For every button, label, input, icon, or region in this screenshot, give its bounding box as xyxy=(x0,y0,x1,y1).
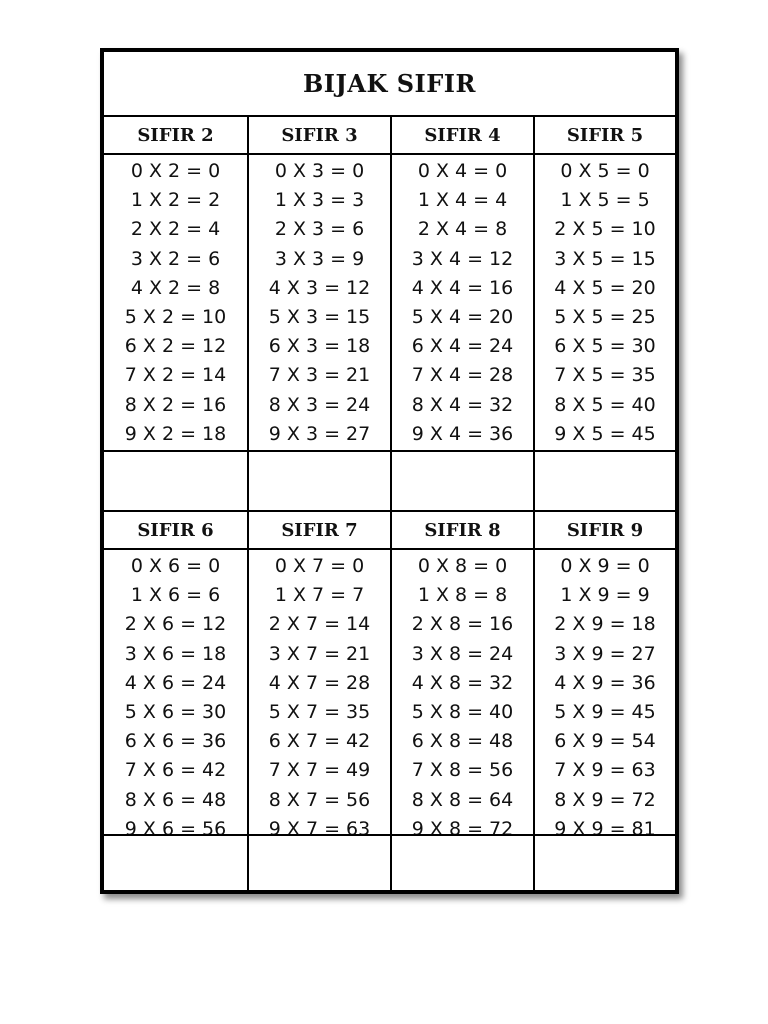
times-table-column xyxy=(104,117,247,510)
times-table-row: 0 X 2 = 0 xyxy=(130,160,221,182)
times-table-row: 1 X 8 = 8 xyxy=(417,584,508,607)
times-table-row: 1 X 7 = 7 xyxy=(274,584,365,607)
times-table-column xyxy=(533,512,675,890)
times-table-row: 4 X 8 = 32 xyxy=(411,671,514,694)
times-table-row: 2 X 9 = 18 xyxy=(554,613,656,636)
times-table-row: 0 X 5 = 0 xyxy=(560,160,650,182)
empty-cell xyxy=(104,834,247,894)
times-table-row: 4 X 7 = 28 xyxy=(268,671,371,694)
times-table-row: 7 X 8 = 56 xyxy=(411,759,514,782)
times-table-row: 2 X 5 = 10 xyxy=(554,218,656,241)
times-table-heading: SIFIR 9 xyxy=(535,512,675,550)
times-table-column xyxy=(247,117,390,510)
times-table-row: 4 X 5 = 20 xyxy=(554,276,656,299)
times-table-row: 3 X 8 = 24 xyxy=(411,642,514,665)
times-table-rows xyxy=(535,155,675,449)
tables-block-top xyxy=(104,117,675,510)
times-table-heading: SIFIR 4 xyxy=(392,117,533,155)
times-table-row: 2 X 8 = 16 xyxy=(411,613,514,636)
times-table-row: 8 X 7 = 56 xyxy=(268,788,371,811)
times-table-heading: SIFIR 5 xyxy=(535,117,675,155)
empty-cell xyxy=(249,450,390,512)
times-table-column xyxy=(533,117,675,510)
times-table-rows xyxy=(249,155,390,449)
empty-cell xyxy=(535,450,675,512)
times-table-rows xyxy=(392,155,533,449)
times-table-row: 0 X 9 = 0 xyxy=(560,555,650,577)
times-table-row: 6 X 8 = 48 xyxy=(411,730,514,753)
times-table-row: 8 X 9 = 72 xyxy=(554,788,656,811)
times-table-row: 9 X 7 = 63 xyxy=(268,817,371,840)
times-table-row: 3 X 7 = 21 xyxy=(268,642,371,665)
times-table-row: 9 X 4 = 36 xyxy=(411,422,514,445)
times-table-row: 5 X 9 = 45 xyxy=(554,700,656,723)
title-row xyxy=(104,52,675,117)
times-table-rows xyxy=(104,550,247,844)
times-table-row: 5 X 5 = 25 xyxy=(554,305,656,328)
times-table-row: 9 X 2 = 18 xyxy=(124,422,227,445)
times-table-row: 6 X 5 = 30 xyxy=(554,335,656,358)
times-table-row: 6 X 2 = 12 xyxy=(124,335,227,358)
times-table-row: 8 X 5 = 40 xyxy=(554,393,656,416)
times-table-row: 8 X 6 = 48 xyxy=(124,788,227,811)
times-table-rows xyxy=(392,550,533,844)
times-table-column xyxy=(390,512,533,890)
times-table-row: 7 X 7 = 49 xyxy=(268,759,371,782)
times-table-row: 0 X 7 = 0 xyxy=(274,555,365,577)
times-table-row: 4 X 6 = 24 xyxy=(124,671,227,694)
times-table-rows xyxy=(249,550,390,844)
times-table-row: 5 X 2 = 10 xyxy=(124,305,227,328)
times-table-row: 7 X 6 = 42 xyxy=(124,759,227,782)
times-table-row: 8 X 4 = 32 xyxy=(411,393,514,416)
empty-cell xyxy=(392,450,533,512)
empty-cell xyxy=(104,450,247,512)
times-table-row: 8 X 2 = 16 xyxy=(124,393,227,416)
times-table-row: 2 X 2 = 4 xyxy=(130,218,221,241)
times-table-heading: SIFIR 8 xyxy=(392,512,533,550)
times-table-row: 2 X 7 = 14 xyxy=(268,613,371,636)
times-table-row: 5 X 4 = 20 xyxy=(411,305,514,328)
times-table-row: 4 X 2 = 8 xyxy=(130,276,221,299)
times-table-row: 1 X 2 = 2 xyxy=(130,189,221,212)
empty-cell xyxy=(249,834,390,894)
times-table-row: 1 X 3 = 3 xyxy=(274,189,365,212)
multiplication-sheet xyxy=(100,48,679,894)
times-table-rows xyxy=(104,155,247,449)
times-table-heading: SIFIR 2 xyxy=(104,117,247,155)
times-table-heading: SIFIR 6 xyxy=(104,512,247,550)
empty-cell xyxy=(535,834,675,894)
times-table-row: 5 X 8 = 40 xyxy=(411,700,514,723)
times-table-row: 4 X 4 = 16 xyxy=(411,276,514,299)
tables-block-bottom xyxy=(104,510,675,890)
times-table-row: 7 X 2 = 14 xyxy=(124,364,227,387)
times-table-row: 3 X 6 = 18 xyxy=(124,642,227,665)
times-table-row: 3 X 3 = 9 xyxy=(274,247,365,270)
times-table-row: 7 X 5 = 35 xyxy=(554,364,656,387)
times-table-row: 8 X 8 = 64 xyxy=(411,788,514,811)
times-table-row: 1 X 9 = 9 xyxy=(560,584,650,607)
times-table-column xyxy=(104,512,247,890)
times-table-row: 1 X 5 = 5 xyxy=(560,189,650,212)
times-table-row: 7 X 4 = 28 xyxy=(411,364,514,387)
times-table-row: 1 X 6 = 6 xyxy=(130,584,221,607)
times-table-row: 2 X 6 = 12 xyxy=(124,613,227,636)
times-table-row: 7 X 3 = 21 xyxy=(268,364,371,387)
times-table-row: 9 X 8 = 72 xyxy=(411,817,514,840)
empty-cell xyxy=(392,834,533,894)
times-table-row: 3 X 4 = 12 xyxy=(411,247,514,270)
times-table-row: 4 X 9 = 36 xyxy=(554,671,656,694)
times-table-row: 8 X 3 = 24 xyxy=(268,393,371,416)
times-table-row: 0 X 4 = 0 xyxy=(417,160,508,182)
times-table-row: 4 X 3 = 12 xyxy=(268,276,371,299)
times-table-row: 2 X 3 = 6 xyxy=(274,218,365,241)
times-table-row: 9 X 5 = 45 xyxy=(554,422,656,445)
times-table-row: 1 X 4 = 4 xyxy=(417,189,508,212)
times-table-rows xyxy=(535,550,675,844)
times-table-heading: SIFIR 7 xyxy=(249,512,390,550)
times-table-row: 9 X 3 = 27 xyxy=(268,422,371,445)
times-table-row: 0 X 6 = 0 xyxy=(130,555,221,577)
times-table-row: 2 X 4 = 8 xyxy=(417,218,508,241)
times-table-row: 6 X 4 = 24 xyxy=(411,335,514,358)
times-table-row: 5 X 7 = 35 xyxy=(268,700,371,723)
times-table-row: 9 X 9 = 81 xyxy=(554,817,656,840)
times-table-row: 6 X 7 = 42 xyxy=(268,730,371,753)
times-table-column xyxy=(390,117,533,510)
times-table-row: 5 X 6 = 30 xyxy=(124,700,227,723)
times-table-row: 3 X 9 = 27 xyxy=(554,642,656,665)
times-table-heading: SIFIR 3 xyxy=(249,117,390,155)
times-table-row: 0 X 3 = 0 xyxy=(274,160,365,182)
times-table-row: 6 X 3 = 18 xyxy=(268,335,371,358)
times-table-row: 5 X 3 = 15 xyxy=(268,305,371,328)
times-table-row: 6 X 9 = 54 xyxy=(554,730,656,753)
times-table-column xyxy=(247,512,390,890)
page-title: BIJAK SIFIR xyxy=(303,69,476,98)
times-table-row: 7 X 9 = 63 xyxy=(554,759,656,782)
times-table-row: 3 X 5 = 15 xyxy=(554,247,656,270)
times-table-row: 6 X 6 = 36 xyxy=(124,730,227,753)
times-table-row: 3 X 2 = 6 xyxy=(130,247,221,270)
times-table-row: 0 X 8 = 0 xyxy=(417,555,508,577)
times-table-row: 9 X 6 = 56 xyxy=(124,817,227,840)
